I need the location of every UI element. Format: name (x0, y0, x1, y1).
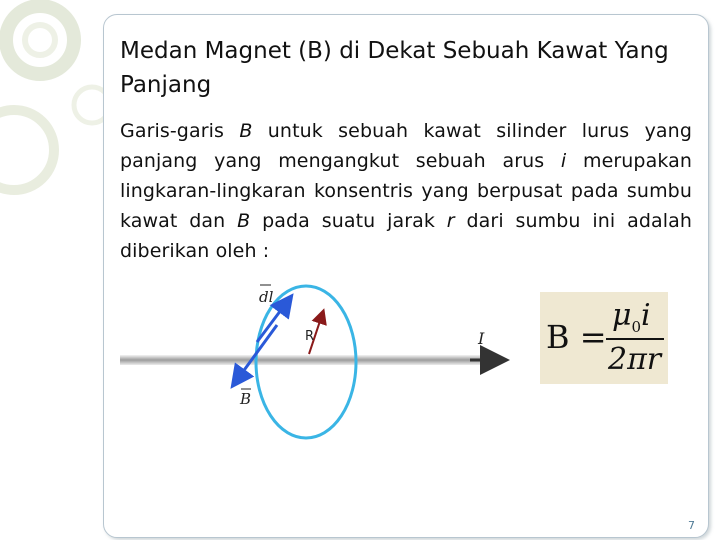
current-label: I (478, 329, 485, 348)
formula-numerator: $\mu_0i$ (612, 298, 651, 336)
dl-label: dl (259, 288, 274, 306)
wire (120, 355, 500, 365)
r-label: R (305, 329, 315, 344)
decorative-rings (0, 0, 110, 220)
formula-box (540, 292, 668, 384)
formula-denominator: 2πr (608, 342, 662, 377)
b-label: B (240, 390, 252, 408)
slide-title: Medan Magnet (B) di Dekat Sebuah Kawat Yang Panjang (120, 38, 669, 98)
wire-field-diagram (110, 282, 520, 442)
formula-fraction-bar (606, 338, 664, 340)
page-number: 7 (688, 519, 695, 532)
formula-lhs: B = (546, 318, 607, 356)
body-paragraph: Garis-garis B untuk sebuah kawat silinder lurus yang panjang yang mengangkut sebuah arus i merupakan lingkaran-lingkaran konsentris yang berpusat pada sumbu kawat dan B pada suatu jarak r dari sumbu ini adalah diberikan oleh : (120, 120, 692, 262)
